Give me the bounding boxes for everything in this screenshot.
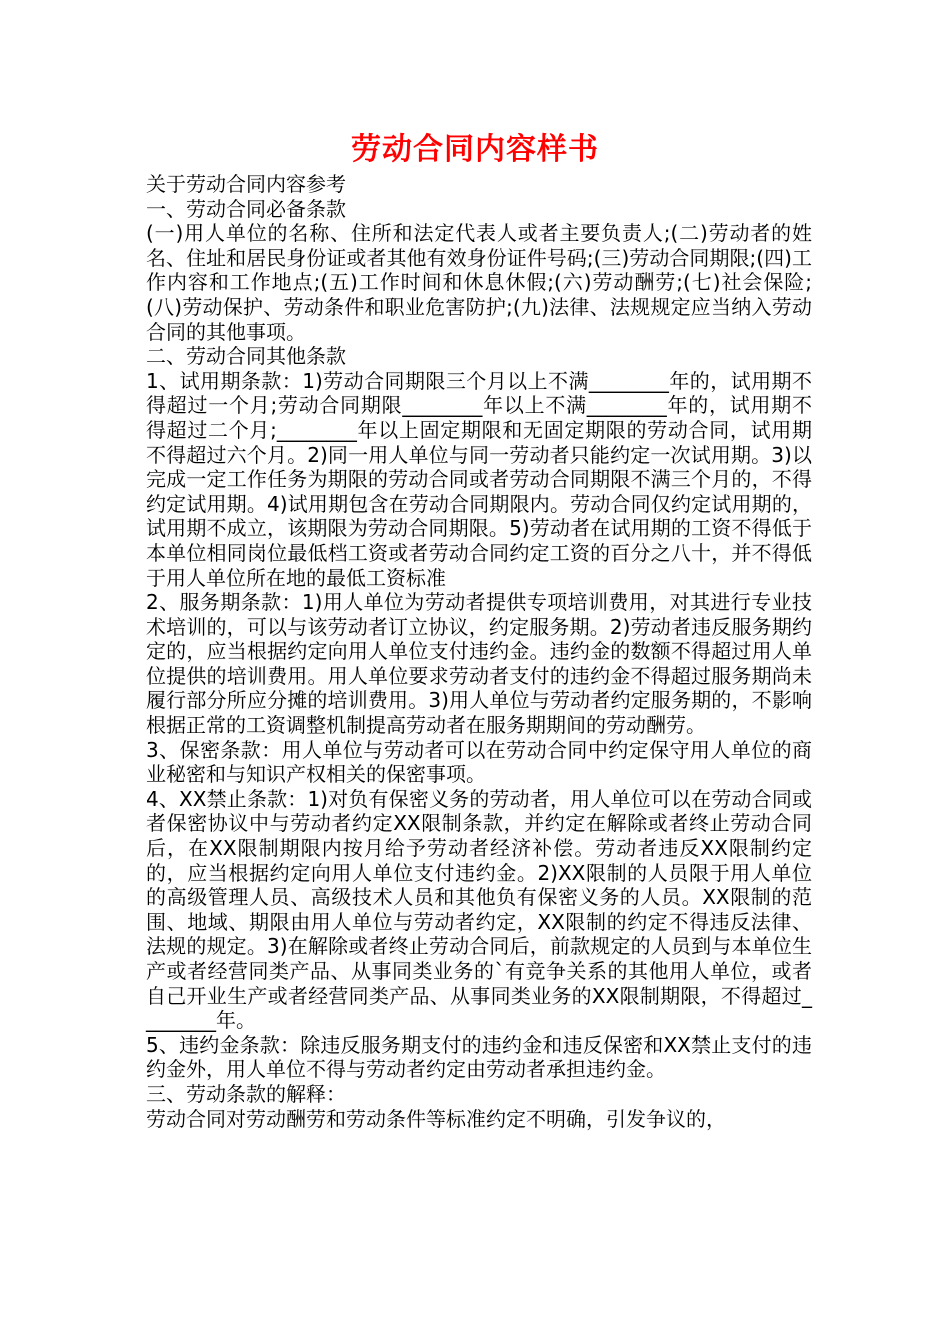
paragraph-probation-clause: 1、试用期条款：1)劳动合同期限三个月以上不满________年的，试用期不得超过一个月;劳动合同期限________年以上不满________年的，试用期不得超过二个月;________年以上固定期限和无固定期限的劳动合同，试用期不得超过六个月。2)同一用人单位与同一劳动者只能约定一次试用期。3)以完成一定工作任务为期限的劳动合同或者劳动合同期限不满三个月的，不得约定试用期。4)试用期包含在劳动合同期限内。劳动合同仅约定试用期的，试用期不成立，该期限为劳动合同期限。5)劳动者在试用期的工资不得低于本单位相同岗位最低档工资或者劳动合同约定工资的百分之八十，并不得低于用人单位所在地的最低工资标准 bbox=[146, 368, 812, 590]
paragraph-confidentiality-clause: 3、保密条款：用人单位与劳动者可以在劳动合同中约定保守用人单位的商业秘密和与知识产权相关的保密事项。 bbox=[146, 737, 812, 787]
intro-line: 关于劳动合同内容参考 bbox=[146, 172, 346, 196]
paragraph-interpretation: 劳动合同对劳动酬劳和劳动条件等标准约定不明确，引发争议的， bbox=[146, 1106, 726, 1131]
paragraph-restriction-clause: 4、XX禁止条款：1)对负有保密义务的劳动者，用人单位可以在劳动合同或者保密协议中与劳动者约定XX限制条款，并约定在解除或者终止劳动合同后，在XX限制期限内按月给予劳动者经济补偿。劳动者违反XX限制约定的，应当根据约定向用人单位支付违约金。2)XX限制的人员限于用人单位的高级管理人员、高级技术人员和其他负有保密义务的人员。XX限制的范围、地域、期限由用人单位与劳动者约定，XX限制的约定不得违反法律、法规的规定。3)在解除或者终止劳动合同后，前款规定的人员到与本单位生产或者经营同类产品、从事同类业务的`有竞争关系的其他用人单位，或者自己开业生产或者经营同类产品、从事同类业务的XX限制期限，不得超过________年。 bbox=[146, 786, 812, 1033]
document-title: 劳动合同内容样书 bbox=[351, 132, 599, 167]
section-heading-3: 三、劳动条款的解释： bbox=[146, 1081, 346, 1106]
document-body bbox=[146, 172, 812, 1131]
section-heading-1: 一、劳动合同必备条款 bbox=[146, 196, 346, 221]
paragraph-service-clause: 2、服务期条款：1)用人单位为劳动者提供专项培训费用，对其进行专业技术培训的，可以与该劳动者订立协议，约定服务期。2)劳动者违反服务期约定的，应当根据约定向用人单位支付违约金。违约金的数额不得超过用人单位提供的培训费用。用人单位要求劳动者支付的违约金不得超过服务期尚未履行部分所应分摊的培训费用。3)用人单位与劳动者约定服务期的，不影响根据正常的工资调整机制提高劳动者在服务期期间的劳动酬劳。 bbox=[146, 590, 812, 738]
section-heading-2: 二、劳动合同其他条款 bbox=[146, 344, 346, 369]
paragraph-required-clauses: (一)用人单位的名称、住所和法定代表人或者主要负责人;(二)劳动者的姓名、住址和居民身份证或者其他有效身份证件号码;(三)劳动合同期限;(四)工作内容和工作地点;(五)工作时间和休息休假;(六)劳动酬劳;(七)社会保险;(八)劳动保护、劳动条件和职业危害防护;(九)法律、法规规定应当纳入劳动合同的其他事项。 bbox=[146, 221, 812, 344]
paragraph-penalty-clause: 5、违约金条款：除违反服务期支付的违约金和违反保密和XX禁止支付的违约金外，用人单位不得与劳动者约定由劳动者承担违约金。 bbox=[146, 1032, 812, 1082]
